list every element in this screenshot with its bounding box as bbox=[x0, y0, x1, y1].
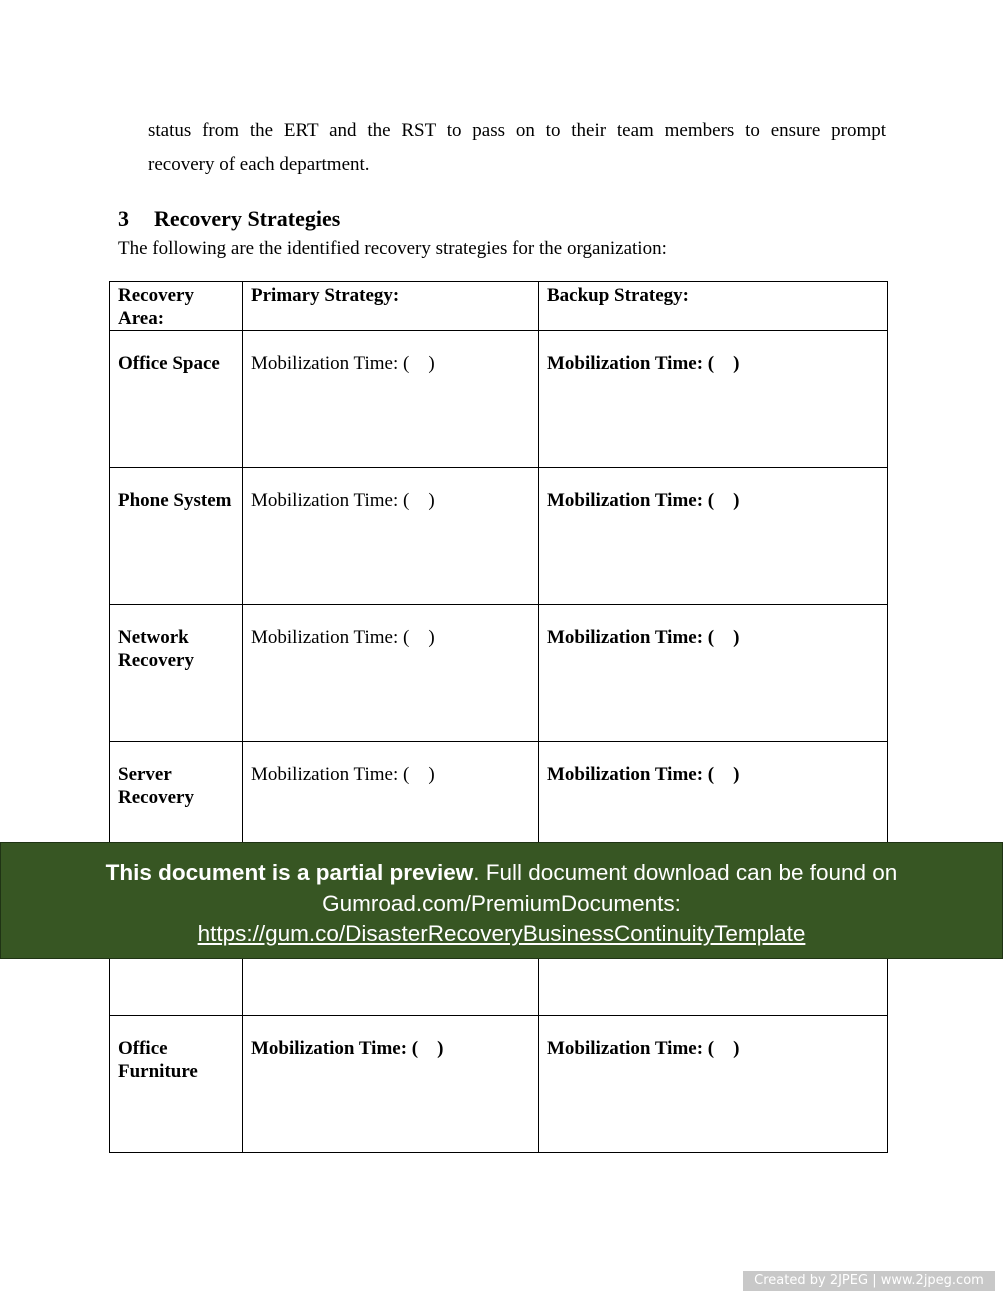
watermark-label: Created by 2JPEG | www.2jpeg.com bbox=[743, 1271, 995, 1291]
mobilization-label: Mobilization Time: ( bbox=[251, 490, 410, 511]
table-row bbox=[110, 468, 888, 605]
header-primary-strategy: Primary Strategy: bbox=[243, 282, 539, 331]
download-link[interactable]: https://gum.co/DisasterRecoveryBusinessContinuityTemplate bbox=[197, 921, 806, 946]
banner-bold-text: This document is a partial preview bbox=[105, 860, 474, 885]
area-cell: Office Space bbox=[110, 331, 243, 468]
section-lead: The following are the identified recovery strategies for the organization: bbox=[118, 238, 667, 259]
section-number: 3 bbox=[118, 206, 129, 231]
intro-paragraph bbox=[148, 114, 886, 182]
mobilization-close: ) bbox=[428, 490, 435, 511]
mobilization-close: ) bbox=[733, 353, 740, 374]
mobilization-label: Mobilization Time: ( bbox=[251, 627, 410, 648]
backup-cell bbox=[539, 605, 888, 742]
area-cell: Phone System bbox=[110, 468, 243, 605]
mobilization-label: Mobilization Time: ( bbox=[547, 627, 715, 648]
mobilization-close: ) bbox=[428, 627, 435, 648]
mobilization-close: ) bbox=[733, 764, 740, 785]
preview-banner bbox=[0, 842, 1003, 959]
section-title: Recovery Strategies bbox=[154, 206, 341, 231]
area-cell: Network Recovery bbox=[110, 605, 243, 742]
backup-cell bbox=[539, 331, 888, 468]
primary-cell bbox=[243, 331, 539, 468]
table-row bbox=[110, 605, 888, 742]
section-heading bbox=[118, 205, 340, 233]
area-cell: Office Furniture bbox=[110, 1016, 243, 1153]
table-row bbox=[110, 331, 888, 468]
primary-cell bbox=[243, 1016, 539, 1153]
banner-rest-text: . Full document download can be found on bbox=[473, 860, 898, 885]
backup-cell bbox=[539, 468, 888, 605]
intro-line-1: status from the ERT and the RST to pass on to their team members to ensure prompt bbox=[148, 120, 886, 141]
mobilization-label: Mobilization Time: ( bbox=[251, 764, 410, 785]
mobilization-close: ) bbox=[733, 490, 740, 511]
table-row bbox=[110, 1016, 888, 1153]
mobilization-label: Mobilization Time: ( bbox=[547, 490, 715, 511]
banner-line-2: Gumroad.com/PremiumDocuments: bbox=[322, 890, 681, 916]
mobilization-close: ) bbox=[428, 353, 435, 374]
recovery-strategies-table bbox=[109, 281, 888, 1153]
header-backup-strategy: Backup Strategy: bbox=[539, 282, 888, 331]
mobilization-label: Mobilization Time: ( bbox=[547, 1038, 715, 1059]
primary-cell bbox=[243, 605, 539, 742]
mobilization-close: ) bbox=[437, 1038, 444, 1059]
mobilization-label: Mobilization Time: ( bbox=[547, 353, 715, 374]
mobilization-label: Mobilization Time: ( bbox=[547, 764, 715, 785]
header-recovery-area: Recovery Area: bbox=[110, 282, 243, 331]
mobilization-close: ) bbox=[733, 1038, 740, 1059]
primary-cell bbox=[243, 468, 539, 605]
mobilization-label: Mobilization Time: ( bbox=[251, 1038, 419, 1059]
mobilization-close: ) bbox=[428, 764, 435, 785]
backup-cell bbox=[539, 1016, 888, 1153]
intro-line-2: recovery of each department. bbox=[148, 154, 370, 175]
banner-line-1 bbox=[1, 858, 1002, 889]
table-header-row bbox=[110, 282, 888, 331]
area-cell: Server Recovery bbox=[110, 742, 243, 879]
mobilization-label: Mobilization Time: ( bbox=[251, 353, 410, 374]
mobilization-close: ) bbox=[733, 627, 740, 648]
